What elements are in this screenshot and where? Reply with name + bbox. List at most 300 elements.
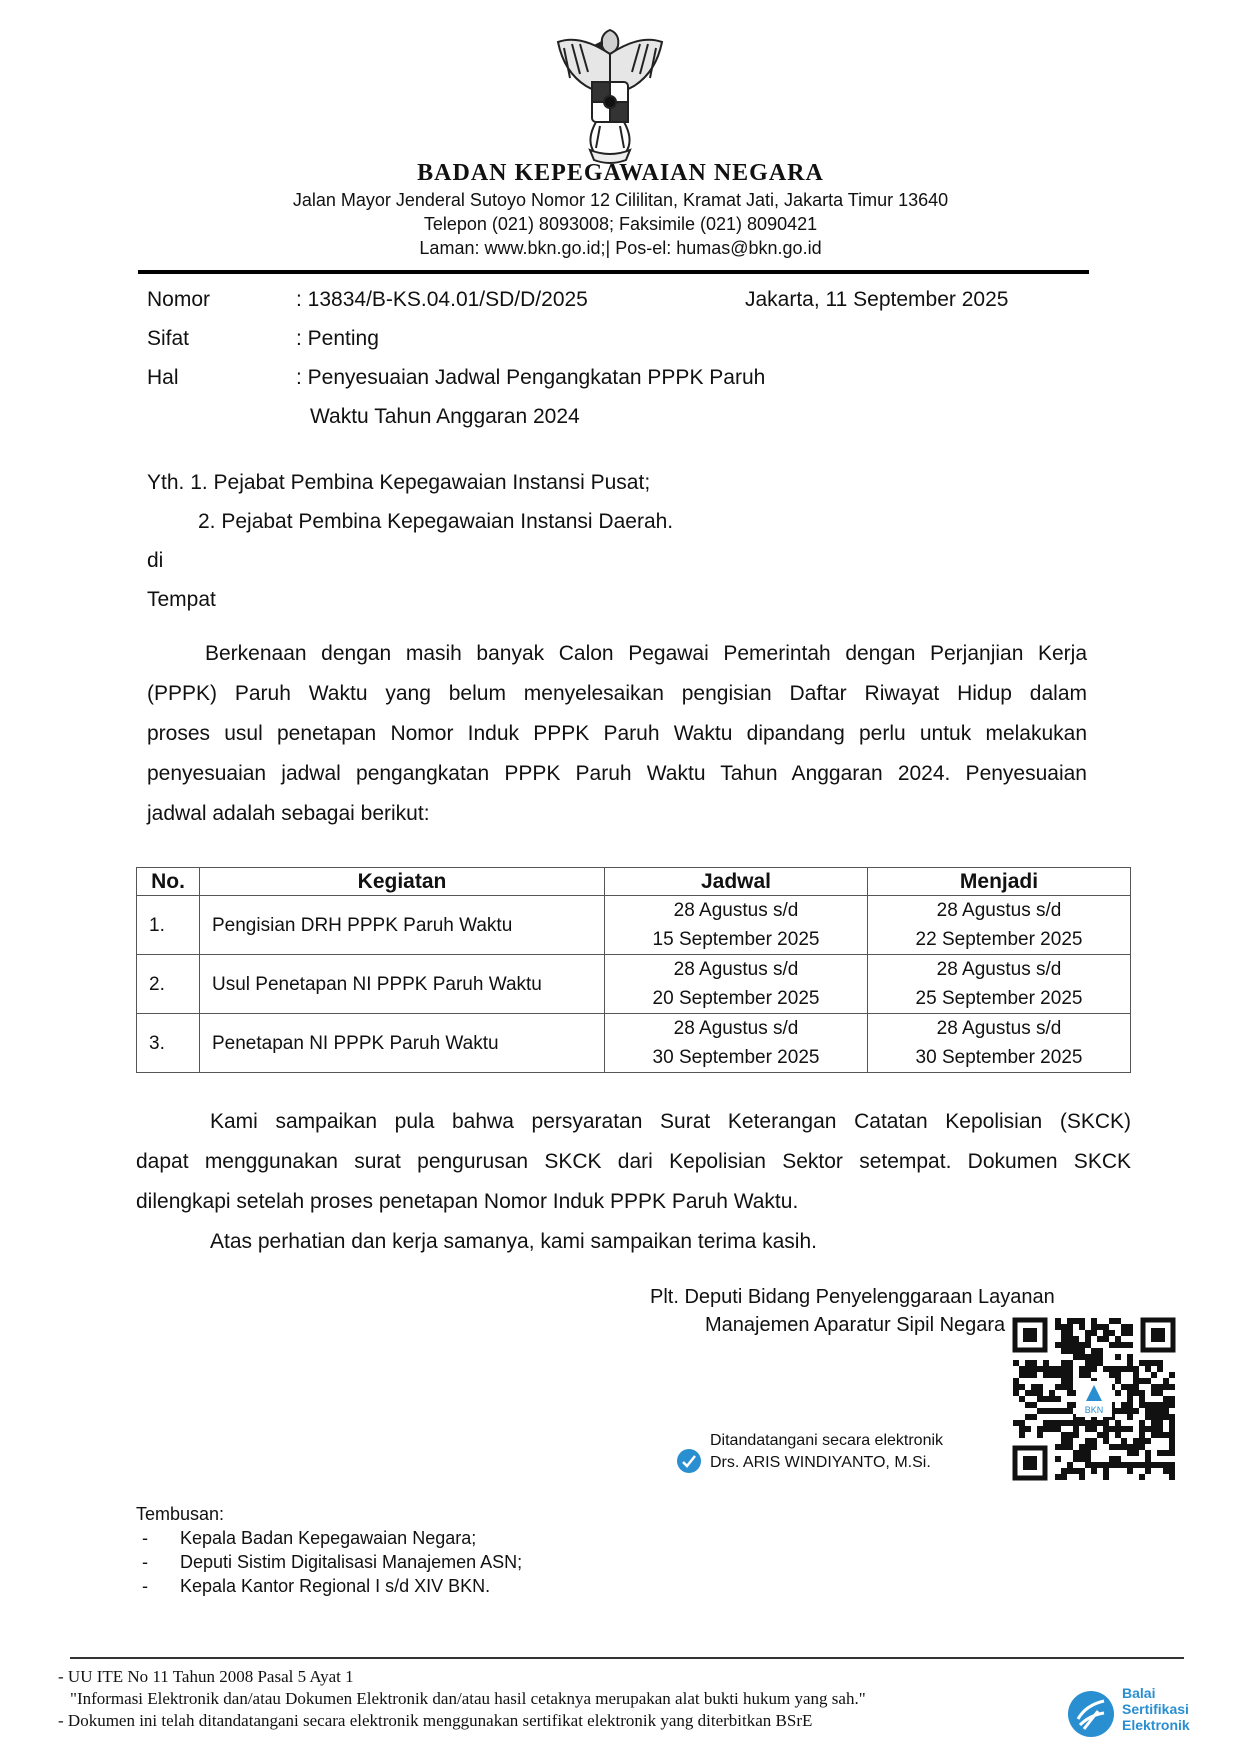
qr-module [1079, 1450, 1085, 1456]
qr-module [1031, 1414, 1037, 1420]
qr-module [1169, 1462, 1175, 1468]
qr-module [1127, 1366, 1133, 1372]
qr-module [1145, 1366, 1151, 1372]
qr-module [1169, 1474, 1175, 1480]
qr-module [1067, 1324, 1073, 1330]
signer-title-line2: Manajemen Aparatur Sipil Negara [705, 1314, 1006, 1336]
qr-module [1145, 1468, 1151, 1474]
qr-module [1037, 1408, 1043, 1414]
qr-module [1031, 1384, 1037, 1390]
qr-module [1037, 1390, 1043, 1396]
qr-module [1061, 1468, 1067, 1474]
qr-module [1127, 1360, 1133, 1366]
qr-module [1037, 1426, 1043, 1432]
qr-module [1157, 1402, 1163, 1408]
qr-module [1055, 1408, 1061, 1414]
qr-module [1091, 1438, 1097, 1444]
bsre-signature-icon [676, 1448, 702, 1474]
qr-module [1115, 1336, 1121, 1342]
qr-module [1109, 1426, 1115, 1432]
header-divider [138, 270, 1089, 274]
qr-module [1115, 1354, 1121, 1360]
recipient-tempat: Tempat [147, 588, 216, 611]
qr-module [1073, 1456, 1079, 1462]
qr-module [1025, 1390, 1031, 1396]
col-kegiatan: Kegiatan [200, 868, 605, 896]
table-row [137, 1014, 1131, 1073]
row-no: 2. [137, 955, 200, 1014]
qr-module [1079, 1474, 1085, 1480]
tembusan-label: Tembusan: [136, 1504, 225, 1524]
recipient-line1: Yth. 1. Pejabat Pembina Kepegawaian Instansi Pusat; [147, 471, 651, 494]
qr-module [1073, 1450, 1079, 1456]
qr-module [1019, 1396, 1025, 1402]
qr-module [1043, 1366, 1049, 1372]
row-menjadi: 28 Agustus s/d 25 September 2025 [868, 955, 1131, 1014]
qr-module [1109, 1330, 1115, 1336]
qr-module [1091, 1462, 1097, 1468]
qr-module [1019, 1432, 1025, 1438]
qr-module [1133, 1366, 1139, 1372]
row-kegiatan: Pengisian DRH PPPK Paruh Waktu [200, 896, 605, 955]
qr-module [1073, 1348, 1079, 1354]
esign-text: Ditandatangani secara elektronik [710, 1432, 944, 1449]
qr-module [1151, 1360, 1157, 1366]
qr-module [1151, 1402, 1157, 1408]
qr-module [1013, 1390, 1019, 1396]
qr-module [1037, 1396, 1043, 1402]
row-kegiatan: Penetapan NI PPPK Paruh Waktu [200, 1014, 605, 1073]
qr-module [1163, 1450, 1169, 1456]
footer-line1: - UU ITE No 11 Tahun 2008 Pasal 5 Ayat 1 [58, 1667, 354, 1686]
qr-module [1109, 1444, 1115, 1450]
qr-module [1037, 1384, 1043, 1390]
qr-module [1079, 1372, 1085, 1378]
qr-module [1121, 1408, 1127, 1414]
qr-module [1067, 1342, 1073, 1348]
qr-module [1139, 1426, 1145, 1432]
qr-module [1067, 1432, 1073, 1438]
qr-module [1115, 1378, 1121, 1384]
org-address: Jalan Mayor Jenderal Sutoyo Nomor 12 Cililitan, Kramat Jati, Jakarta Timur 13640 [292, 190, 949, 210]
qr-module [1145, 1450, 1151, 1456]
qr-module [1103, 1426, 1109, 1432]
qr-module [1157, 1414, 1163, 1420]
qr-module [1073, 1354, 1079, 1360]
qr-module [1115, 1372, 1121, 1378]
qr-module [1133, 1462, 1139, 1468]
qr-module [1025, 1426, 1031, 1432]
qr-module [1127, 1450, 1133, 1456]
qr-module [1115, 1462, 1121, 1468]
qr-module [1151, 1372, 1157, 1378]
qr-module [1091, 1468, 1097, 1474]
qr-module [1121, 1444, 1127, 1450]
list-item: - Kepala Kantor Regional I s/d XIV BKN. [142, 1576, 491, 1596]
qr-module [1169, 1420, 1175, 1426]
qr-module [1067, 1372, 1073, 1378]
qr-module [1109, 1456, 1115, 1462]
qr-module [1085, 1330, 1091, 1336]
hal-label: Hal [147, 366, 179, 389]
qr-module [1043, 1420, 1049, 1426]
qr-module [1103, 1468, 1109, 1474]
qr-module [1073, 1420, 1079, 1426]
qr-module [1169, 1414, 1175, 1420]
letter-date: Jakarta, 11 September 2025 [745, 288, 1009, 311]
qr-module [1019, 1384, 1025, 1390]
row-no: 3. [137, 1014, 200, 1073]
qr-module [1085, 1360, 1091, 1366]
qr-module [1055, 1318, 1061, 1324]
qr-module [1073, 1318, 1079, 1324]
qr-module [1079, 1324, 1085, 1330]
qr-module [1157, 1360, 1163, 1366]
qr-module [1061, 1336, 1067, 1342]
qr-module [1097, 1348, 1103, 1354]
qr-module [1127, 1324, 1133, 1330]
qr-module [1067, 1444, 1073, 1450]
qr-module [1127, 1402, 1133, 1408]
qr-module [1031, 1366, 1037, 1372]
qr-module [1109, 1372, 1115, 1378]
qr-module [1025, 1402, 1031, 1408]
table-row [137, 896, 1131, 955]
qr-module [1085, 1450, 1091, 1456]
qr-module [1043, 1408, 1049, 1414]
qr-module [1151, 1390, 1157, 1396]
org-name: BADAN KEPEGAWAIAN NEGARA [417, 160, 824, 186]
qr-module [1085, 1462, 1091, 1468]
qr-module [1127, 1342, 1133, 1348]
qr-module [1133, 1438, 1139, 1444]
qr-module [1067, 1438, 1073, 1444]
qr-module [1163, 1384, 1169, 1390]
row-menjadi: 28 Agustus s/d 30 September 2025 [868, 1014, 1131, 1073]
qr-module [1103, 1420, 1109, 1426]
qr-module [1061, 1360, 1067, 1366]
qr-module [1115, 1318, 1121, 1324]
qr-module [1127, 1330, 1133, 1336]
qr-module [1127, 1390, 1133, 1396]
qr-module [1103, 1330, 1109, 1336]
org-phone: Telepon (021) 8093008; Faksimile (021) 8090421 [423, 214, 818, 234]
qr-module [1127, 1444, 1133, 1450]
qr-module [1031, 1390, 1037, 1396]
qr-module [1133, 1384, 1139, 1390]
qr-module [1085, 1342, 1091, 1348]
qr-module [1127, 1408, 1133, 1414]
qr-module [1073, 1468, 1079, 1474]
qr-module [1061, 1420, 1067, 1426]
qr-module [1055, 1342, 1061, 1348]
qr-module [1097, 1336, 1103, 1342]
tembusan-list [142, 1526, 522, 1598]
sifat-label: Sifat [147, 327, 190, 350]
qr-module [1085, 1426, 1091, 1432]
qr-module [1133, 1408, 1139, 1414]
bsre-logo-icon [1066, 1689, 1116, 1739]
qr-module [1037, 1432, 1043, 1438]
qr-module [1073, 1342, 1079, 1348]
hal-value-line2: Waktu Tahun Anggaran 2024 [310, 405, 580, 428]
qr-module [1121, 1402, 1127, 1408]
qr-module [1061, 1408, 1067, 1414]
qr-module [1169, 1432, 1175, 1438]
qr-module [1079, 1366, 1085, 1372]
qr-module [1049, 1408, 1055, 1414]
qr-module [1139, 1420, 1145, 1426]
qr-module [1151, 1414, 1157, 1420]
qr-module [1097, 1324, 1103, 1330]
qr-module [1103, 1336, 1109, 1342]
qr-module [1115, 1426, 1121, 1432]
qr-module [1151, 1420, 1157, 1426]
qr-module [1133, 1372, 1139, 1378]
qr-module [1067, 1318, 1073, 1324]
qr-module [1169, 1396, 1175, 1402]
qr-module [1055, 1372, 1061, 1378]
qr-module [1067, 1378, 1073, 1384]
qr-module [1061, 1378, 1067, 1384]
qr-module [1079, 1354, 1085, 1360]
qr-module [1169, 1384, 1175, 1390]
qr-module [1151, 1384, 1157, 1390]
qr-module [1169, 1438, 1175, 1444]
qr-module [1127, 1354, 1133, 1360]
qr-module [1061, 1372, 1067, 1378]
qr-module [1025, 1372, 1031, 1378]
qr-module [1091, 1420, 1097, 1426]
qr-module [1145, 1360, 1151, 1366]
qr-module [1169, 1426, 1175, 1432]
qr-module [1079, 1348, 1085, 1354]
qr-module [1121, 1342, 1127, 1348]
row-no: 1. [137, 896, 200, 955]
qr-module [1151, 1432, 1157, 1438]
signer-name: Drs. ARIS WINDIYANTO, M.Si. [710, 1454, 931, 1471]
qr-module [1127, 1396, 1133, 1402]
qr-module [1103, 1366, 1109, 1372]
qr-module [1145, 1408, 1151, 1414]
qr-module [1157, 1426, 1163, 1432]
qr-module [1145, 1456, 1151, 1462]
qr-module [1013, 1420, 1019, 1426]
qr-module [1145, 1402, 1151, 1408]
qr-module [1163, 1432, 1169, 1438]
qr-module [1055, 1324, 1061, 1330]
qr-module [1079, 1342, 1085, 1348]
qr-module [1145, 1426, 1151, 1432]
qr-module [1127, 1468, 1133, 1474]
qr-module [1073, 1426, 1079, 1432]
qr-module [1139, 1390, 1145, 1396]
qr-module [1061, 1474, 1067, 1480]
qr-module [1079, 1318, 1085, 1324]
qr-module [1067, 1420, 1073, 1426]
qr-module [1127, 1426, 1133, 1432]
qr-module [1157, 1390, 1163, 1396]
qr-module [1091, 1354, 1097, 1360]
row-jadwal: 28 Agustus s/d 30 September 2025 [605, 1014, 868, 1073]
qr-module [1121, 1426, 1127, 1432]
footer-line3: - Dokumen ini telah ditandatangani secara elektronik menggunakan sertifikat elektronik yang diterbitkan BSrE [58, 1711, 813, 1730]
list-item: - Kepala Badan Kepegawaian Negara; [142, 1528, 477, 1548]
qr-module [1043, 1372, 1049, 1378]
qr-module [1109, 1342, 1115, 1348]
qr-module [1055, 1444, 1061, 1450]
qr-module [1157, 1384, 1163, 1390]
signer-title-line1: Plt. Deputi Bidang Penyelenggaraan Layanan [650, 1286, 1055, 1308]
qr-module [1163, 1408, 1169, 1414]
qr-module [1139, 1438, 1145, 1444]
qr-code-icon [1012, 1317, 1176, 1481]
qr-module [1091, 1366, 1097, 1372]
qr-module [1145, 1462, 1151, 1468]
qr-module [1073, 1432, 1079, 1438]
qr-module [1133, 1444, 1139, 1450]
qr-module [1013, 1378, 1019, 1384]
qr-module [1019, 1372, 1025, 1378]
qr-module [1085, 1444, 1091, 1450]
table-row [137, 955, 1131, 1014]
qr-module [1019, 1420, 1025, 1426]
qr-module [1049, 1396, 1055, 1402]
qr-module [1157, 1420, 1163, 1426]
qr-module [1085, 1456, 1091, 1462]
qr-module [1127, 1384, 1133, 1390]
qr-module [1115, 1456, 1121, 1462]
sifat-value: : Penting [296, 327, 379, 350]
qr-module [1163, 1396, 1169, 1402]
qr-module [1163, 1462, 1169, 1468]
qr-module [1025, 1366, 1031, 1372]
hal-value-line1: : Penyesuaian Jadwal Pengangkatan PPPK Paruh [296, 366, 766, 389]
qr-module [1067, 1336, 1073, 1342]
col-jadwal: Jadwal [605, 868, 868, 896]
qr-module [1121, 1438, 1127, 1444]
footer-line2: "Informasi Elektronik dan/atau Dokumen Elektronik dan/atau hasil cetaknya merupakan alat bukti hukum yang sah." [70, 1689, 866, 1708]
qr-module [1097, 1360, 1103, 1366]
qr-module [1091, 1426, 1097, 1432]
qr-module [1061, 1366, 1067, 1372]
qr-module [1115, 1444, 1121, 1450]
qr-module [1043, 1396, 1049, 1402]
qr-module [1139, 1360, 1145, 1366]
qr-module [1091, 1360, 1097, 1366]
qr-module [1115, 1420, 1121, 1426]
qr-module [1079, 1468, 1085, 1474]
qr-module [1115, 1342, 1121, 1348]
qr-module [1139, 1444, 1145, 1450]
qr-module [1061, 1348, 1067, 1354]
col-no: No. [137, 868, 200, 896]
qr-module [1079, 1456, 1085, 1462]
qr-module [1169, 1468, 1175, 1474]
qr-module [1067, 1402, 1073, 1408]
qr-module [1091, 1444, 1097, 1450]
qr-module [1109, 1366, 1115, 1372]
qr-module [1133, 1450, 1139, 1456]
qr-module [1163, 1468, 1169, 1474]
qr-module [1121, 1384, 1127, 1390]
row-menjadi: 28 Agustus s/d 22 September 2025 [868, 896, 1131, 955]
qr-module [1055, 1456, 1061, 1462]
qr-module [1139, 1474, 1145, 1480]
qr-module [1049, 1390, 1055, 1396]
qr-module [1115, 1408, 1121, 1414]
qr-module [1169, 1450, 1175, 1456]
list-item: - Deputi Sistim Digitalisasi Manajemen ASN; [142, 1552, 523, 1572]
qr-module [1091, 1318, 1097, 1324]
row-kegiatan: Usul Penetapan NI PPPK Paruh Waktu [200, 955, 605, 1014]
qr-module [1169, 1444, 1175, 1450]
qr-module [1085, 1372, 1091, 1378]
qr-module [1121, 1462, 1127, 1468]
qr-module [1019, 1426, 1025, 1432]
qr-module [1067, 1330, 1073, 1336]
qr-module [1085, 1366, 1091, 1372]
qr-module [1025, 1414, 1031, 1420]
qr-module [1031, 1360, 1037, 1366]
qr-module [1043, 1360, 1049, 1366]
qr-module [1067, 1468, 1073, 1474]
qr-module [1157, 1408, 1163, 1414]
qr-module [1067, 1408, 1073, 1414]
body-paragraph-1: Berkenaan dengan masih banyak Calon Pegawai Pemerintah dengan Perjanjian Kerja (PPPK) Paruh Waktu yang belum menyelesaikan pengisian Daftar Riwayat Hidup dalam proses usul penetapan Nomor Induk PPPK Paruh Waktu dipandang perlu untuk melakukan penyesuaian jadwal pengangkatan PPPK Paruh Waktu Tahun Anggaran 2024. Penyesuaian jadwal adalah sebagai berikut: [147, 642, 1087, 825]
qr-module [1079, 1444, 1085, 1450]
qr-module [1055, 1366, 1061, 1372]
qr-module [1061, 1438, 1067, 1444]
org-web: Laman: www.bkn.go.id;| Pos-el: humas@bkn.go.id [419, 238, 822, 258]
qr-module [1151, 1426, 1157, 1432]
qr-module [1085, 1354, 1091, 1360]
qr-module [1049, 1420, 1055, 1426]
qr-module [1085, 1336, 1091, 1342]
qr-module [1067, 1366, 1073, 1372]
col-menjadi: Menjadi [868, 868, 1131, 896]
qr-module [1133, 1378, 1139, 1384]
qr-module [1091, 1348, 1097, 1354]
qr-module [1085, 1438, 1091, 1444]
recipient-di: di [147, 549, 164, 572]
qr-module [1061, 1432, 1067, 1438]
qr-module [1061, 1384, 1067, 1390]
qr-module [1013, 1384, 1019, 1390]
qr-module [1067, 1390, 1073, 1396]
qr-module [1157, 1366, 1163, 1372]
qr-module [1043, 1426, 1049, 1432]
schedule-table [136, 867, 1131, 1073]
qr-module [1127, 1414, 1133, 1420]
qr-module [1085, 1420, 1091, 1426]
nomor-value: : 13834/B-KS.04.01/SD/D/2025 [296, 288, 588, 311]
qr-module [1139, 1432, 1145, 1438]
qr-module [1115, 1432, 1121, 1438]
qr-module [1073, 1336, 1079, 1342]
qr-module [1139, 1396, 1145, 1402]
qr-module [1103, 1438, 1109, 1444]
qr-module [1133, 1390, 1139, 1396]
qr-module [1121, 1366, 1127, 1372]
qr-module [1127, 1462, 1133, 1468]
qr-module [1079, 1420, 1085, 1426]
qr-module [1067, 1360, 1073, 1366]
qr-module [1151, 1462, 1157, 1468]
qr-module [1139, 1462, 1145, 1468]
qr-module [1145, 1378, 1151, 1384]
qr-module [1061, 1444, 1067, 1450]
